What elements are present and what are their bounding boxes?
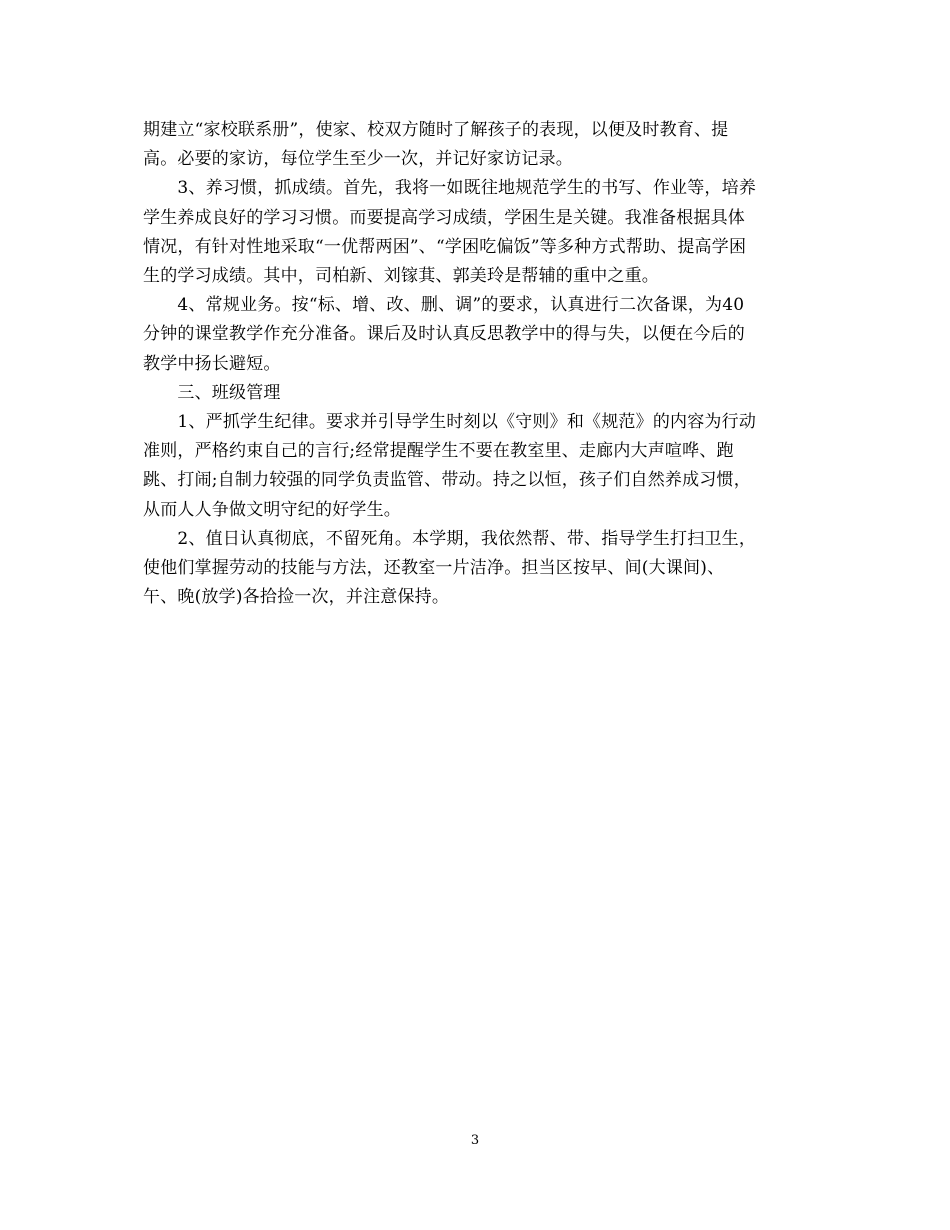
document-body bbox=[143, 116, 809, 612]
paragraph-routine-work: 4、常规业务。按“标、增、改、删、调”的要求，认真进行二次备课，为40 分钟的课堂教学作充分准备。课后及时认真反思教学中的得与失，以便在今后的 教学中扬长避短。 bbox=[143, 295, 745, 374]
paragraph-home-school-contact: 期建立“家校联系册”，使家、校双方随时了解孩子的表现，以便及时教育、提 高。必要的家访，每位学生至少一次，并记好家访记录。 bbox=[143, 120, 729, 170]
paragraph-habits-and-grades: 3、养习惯，抓成绩。首先，我将一如既往地规范学生的书写、作业等，培养 学生养成良好的学习习惯。而要提高学习成绩，学困生是关键。我准备根据具体 情况，有针对性地采取“一优帮两困”、“学困吃偏饭”等多种方式帮助、提高学困 生的学习成绩。其中，司柏新、刘镓萁、郭美玲是帮辅的重中之重。 bbox=[143, 178, 757, 287]
page-number: 3 bbox=[470, 1133, 480, 1148]
paragraph-duty-cleaning: 2、值日认真彻底，不留死角。本学期，我依然帮、带、指导学生打扫卫生， 使他们掌握劳动的技能与方法，还教室一片洁净。担当区按早、间(大课间)、 午、晚(放学)各拾捡一次，并注意保持。 bbox=[143, 528, 757, 608]
section-heading-class-management: 三、班级管理 bbox=[143, 382, 281, 403]
paragraph-student-discipline: 1、严抓学生纪律。要求并引导学生时刻以《守则》和《规范》的内容为行动 准则，严格约束自己的言行;经常提醒学生不要在教室里、走廊内大声喧哗、跑 跳、打闹;自制力较强的同学负责监管、带动。持之以恒，孩子们自然养成习惯， 从而人人争做文明守纪的好学生。 bbox=[143, 412, 757, 520]
